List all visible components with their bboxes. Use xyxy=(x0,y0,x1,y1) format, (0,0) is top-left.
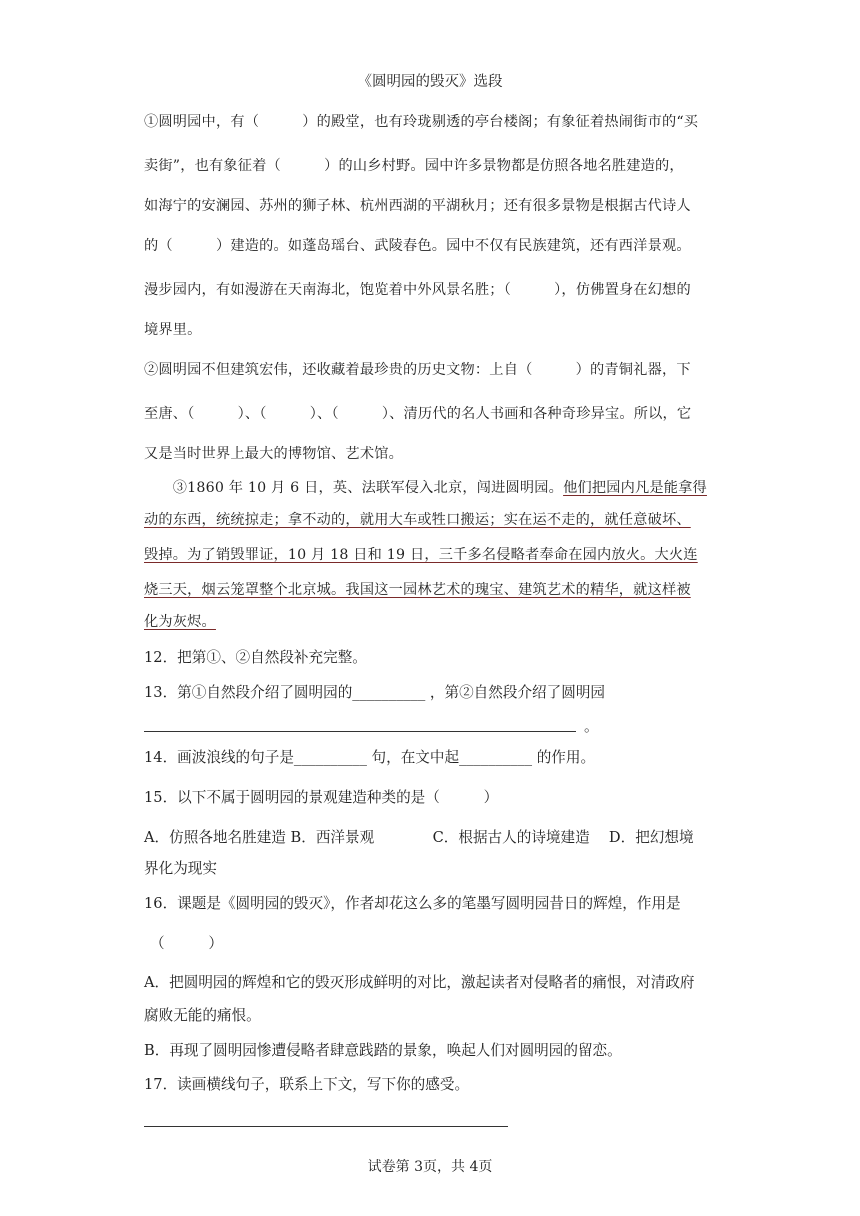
question-13-end: 。 xyxy=(584,718,599,735)
answer-line xyxy=(144,1126,508,1127)
underlined-sentence: 他们把园内凡是能拿得 xyxy=(563,480,707,496)
passage-line: 又是当时世界上最大的博物馆、艺术馆。 xyxy=(144,446,403,462)
passage-line: 如海宁的安澜园、苏州的狮子林、杭州西湖的平湖秋月；还有很多景物是根据古代诗人 xyxy=(144,198,691,214)
question-12: 12．把第①、②自然段补充完整。 xyxy=(144,649,367,666)
question-15-options: 界化为现实 xyxy=(144,860,217,877)
question-16-option-a: A．把圆明园的辉煌和它的毁灭形成鲜明的对比，激起读者对侵略者的痛恨，对清政府 xyxy=(144,974,695,991)
passage-line xyxy=(144,478,707,498)
question-14: 14．画波浪线的句子是__________ 句，在文中起__________ 的作用。 xyxy=(144,749,596,766)
underlined-sentence: 烧三天，烟云笼罩整个北京城。我国这一园林艺术的瑰宝、建筑艺术的精华，就这样被 xyxy=(144,582,691,598)
question-15: 15．以下不属于圆明园的景观建造种类的是（ ） xyxy=(144,789,499,806)
passage-line: ②圆明园不但建筑宏伟，还收藏着最珍贵的历史文物：上自（ ）的青铜礼器，下 xyxy=(144,362,691,378)
underlined-sentence: 毁掉。为了销毁罪证，10 月 18 日和 19 日，三千多名侵略者奉命在园内放火。大火连 xyxy=(144,547,698,563)
question-16-option-b: B．再现了圆明园惨遭侵略者肆意践踏的景象，唤起人们对圆明园的留恋。 xyxy=(144,1042,622,1059)
passage-line: ①圆明园中，有（ ）的殿堂，也有玲珑剔透的亭台楼阁；有象征着热闹街市的“买 xyxy=(144,114,699,130)
question-16-paren: （ ） xyxy=(150,935,223,952)
page-footer: 试卷第 3页，共 4页 xyxy=(367,1159,493,1175)
passage-line: 漫步园内，有如漫游在天南海北，饱览着中外风景名胜；（ ），仿佛置身在幻想的 xyxy=(144,282,691,298)
plain-text: ③1860 年 10 月 6 日，英、法联军侵入北京，闯进圆明园。 xyxy=(144,480,564,496)
question-15-options: A．仿照各地名胜建造 B．西洋景观 C．根据古人的诗境建造 D．把幻想境 xyxy=(144,829,694,846)
passage-line: 卖街”，也有象征着（ ）的山乡村野。园中许多景物都是仿照各地名胜建造的， xyxy=(144,158,684,174)
question-13: 13．第①自然段介绍了圆明园的__________ ，第②自然段介绍了圆明园 xyxy=(144,684,606,701)
question-16: 16．课题是《圆明园的毁灭》，作者却花这么多的笔墨写圆明园昔日的辉煌，作用是 xyxy=(144,895,681,912)
passage-line: 至唐、（ ）、（ ）、（ ）、清历代的名人书画和各种奇珍异宝。所以，它 xyxy=(144,406,692,422)
answer-line xyxy=(144,731,576,732)
question-17: 17．读画横线句子，联系上下文，写下你的感受。 xyxy=(144,1076,470,1093)
passage-line: 境界里。 xyxy=(144,322,202,338)
question-16-option-a: 腐败无能的痛恨。 xyxy=(144,1007,261,1024)
passage-title: 《圆明园的毁灭》选段 xyxy=(357,74,503,90)
underlined-sentence: 化为灰烬。 xyxy=(144,614,216,630)
passage-line: 的（ ）建造的。如蓬岛瑶台、武陵春色。园中不仅有民族建筑，还有西洋景观。 xyxy=(144,238,691,254)
underlined-sentence: 动的东西，统统掠走；拿不动的，就用大车或牲口搬运；实在运不走的，就任意破坏、 xyxy=(144,512,691,528)
